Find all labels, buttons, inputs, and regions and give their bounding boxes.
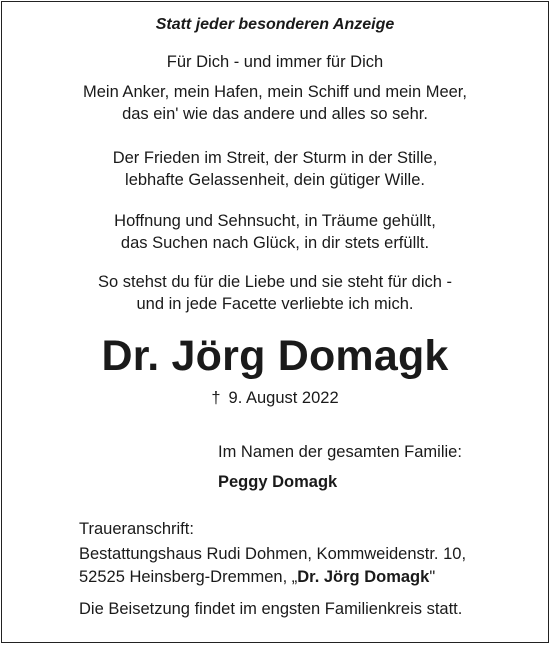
poem-line: das Suchen nach Glück, in dir stets erfüllt. xyxy=(120,234,430,252)
poem-line: Der Frieden im Streit, der Sturm in der Stille, xyxy=(112,149,438,167)
poem-line: das ein' wie das andere und alles so sehr. xyxy=(122,105,428,123)
address-line-1: Bestattungshaus Rudi Dohmen, Kommweidenstr. 10, xyxy=(79,545,467,563)
poem-line: und in jede Facette verliebte ich mich. xyxy=(136,295,414,313)
poem-stanza-1 xyxy=(2,81,548,125)
poem-line: Mein Anker, mein Hafen, mein Schiff und mein Meer, xyxy=(83,83,467,101)
death-date: 9. August 2022 xyxy=(228,389,339,407)
address-line-2-name: Dr. Jörg Domagk xyxy=(297,568,430,586)
address-label: Traueranschrift: xyxy=(79,520,194,538)
address-line-2 xyxy=(79,568,435,587)
family-member-name: Peggy Domagk xyxy=(218,473,338,491)
poem-line: So stehst du für die Liebe und sie steht für dich - xyxy=(97,273,453,291)
family-label: Im Namen der gesamten Familie: xyxy=(218,443,462,461)
poem-line: Hoffnung und Sehnsucht, in Träume gehüllt, xyxy=(114,212,436,230)
poem-stanza-2 xyxy=(2,147,548,191)
poem-title: Für Dich - und immer für Dich xyxy=(166,53,384,71)
funeral-note: Die Beisetzung findet im engsten Familienkreis statt. xyxy=(79,600,463,618)
death-date-line xyxy=(2,389,548,408)
poem-stanza-3 xyxy=(2,210,548,254)
address-line-2-prefix: 52525 Heinsberg-Dremmen, „ xyxy=(79,568,298,586)
poem-stanza-4 xyxy=(2,271,548,315)
cross-icon: † xyxy=(211,389,221,407)
poem-line: lebhafte Gelassenheit, dein gütiger Wille. xyxy=(125,171,425,189)
obituary-notice xyxy=(1,1,549,643)
notice-heading: Statt jeder besonderen Anzeige xyxy=(155,16,395,33)
deceased-name: Dr. Jörg Domagk xyxy=(101,332,449,380)
address-line-2-suffix: " xyxy=(429,568,436,586)
